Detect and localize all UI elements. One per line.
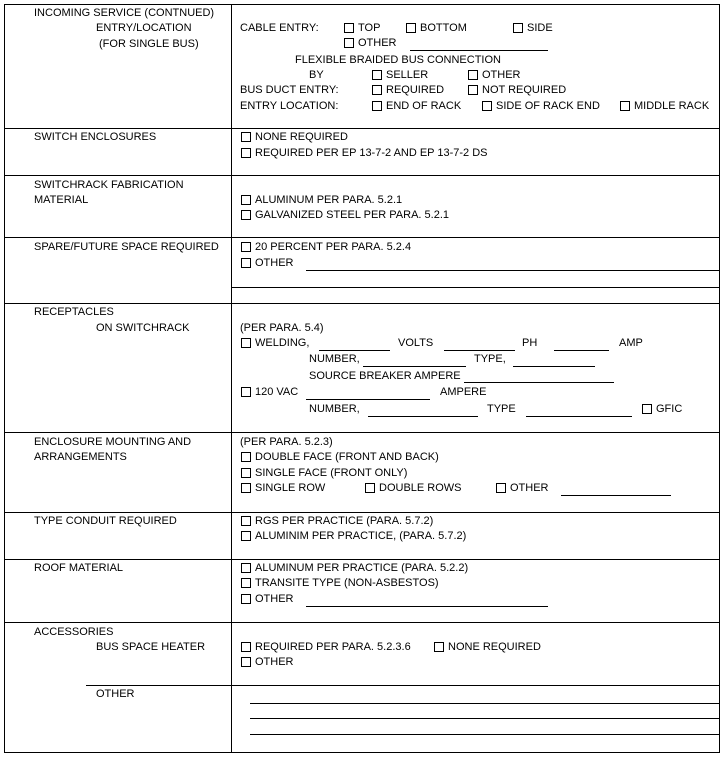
fabrication-label: SWITCHRACK FABRICATION <box>34 179 184 191</box>
receptacles-label: RECEPTACLES <box>34 306 114 318</box>
welding-number-label: NUMBER, <box>309 353 360 365</box>
row-line <box>4 128 720 129</box>
cable-entry-label: CABLE ENTRY: <box>240 22 319 34</box>
flex-label: FLEXIBLE BRAIDED BUS CONNECTION <box>295 54 501 66</box>
not-required-checkbox[interactable] <box>468 85 478 95</box>
side-rack-checkbox[interactable] <box>482 101 492 111</box>
row-line <box>4 432 720 433</box>
ampere-label: AMPERE <box>440 386 487 398</box>
heater-none-checkbox[interactable] <box>434 642 444 652</box>
seller-checkbox[interactable] <box>372 70 382 80</box>
amp-label: AMP <box>619 337 643 349</box>
aluminum-label: ALUMINUM PER PARA. 5.2.1 <box>255 194 403 206</box>
vac-field[interactable] <box>306 399 430 400</box>
vac-type-field[interactable] <box>526 416 632 417</box>
accessories-other-label: OTHER <box>96 688 135 700</box>
vac-number-field[interactable] <box>368 416 478 417</box>
bus-duct-label: BUS DUCT ENTRY: <box>240 84 339 96</box>
mounting-label: ENCLOSURE MOUNTING AND <box>34 436 192 448</box>
welding-checkbox[interactable] <box>241 338 251 348</box>
spare-other-checkbox[interactable] <box>241 258 251 268</box>
mounting-label: ARRANGEMENTS <box>34 451 127 463</box>
table-divider <box>231 4 232 753</box>
required-label: REQUIRED <box>386 84 445 96</box>
bottom-label: BOTTOM <box>420 22 467 34</box>
by-label: BY <box>309 69 324 81</box>
vac-checkbox[interactable] <box>241 387 251 397</box>
rgs-label: RGS PER PRACTICE (PARA. 5.7.2) <box>255 515 434 527</box>
accessories-other-field[interactable] <box>250 703 719 704</box>
receptacles-para: (PER PARA. 5.4) <box>240 322 324 334</box>
accessories-label: ACCESSORIES <box>34 626 114 638</box>
receptacles-label: ON SWITCHRACK <box>96 322 190 334</box>
roof-other-label: OTHER <box>255 593 294 605</box>
none-required-checkbox[interactable] <box>241 132 251 142</box>
top-label: TOP <box>358 22 381 34</box>
vac-label: 120 VAC <box>255 386 299 398</box>
transite-checkbox[interactable] <box>241 578 251 588</box>
cable-other-checkbox[interactable] <box>344 38 354 48</box>
single-row-label: SINGLE ROW <box>255 482 326 494</box>
gfic-label: GFIC <box>656 403 683 415</box>
ph-field[interactable] <box>554 350 609 351</box>
required-per-ep-checkbox[interactable] <box>241 148 251 158</box>
ph-label: PH <box>522 337 538 349</box>
vac-number-label: NUMBER, <box>309 403 360 415</box>
double-face-checkbox[interactable] <box>241 452 251 462</box>
row-line <box>231 287 720 288</box>
row-line <box>4 622 720 623</box>
heater-required-checkbox[interactable] <box>241 642 251 652</box>
row-line <box>4 237 720 238</box>
cable-other-label: OTHER <box>358 37 397 49</box>
spare-other-label: OTHER <box>255 257 294 269</box>
incoming-label: ENTRY/LOCATION <box>96 22 192 34</box>
heater-required-label: REQUIRED PER PARA. 5.2.3.6 <box>255 641 411 653</box>
twenty-percent-checkbox[interactable] <box>241 242 251 252</box>
vac-type-label: TYPE <box>487 403 516 415</box>
gfic-checkbox[interactable] <box>642 404 652 414</box>
aluminim-checkbox[interactable] <box>241 531 251 541</box>
mounting-other-label: OTHER <box>510 482 549 494</box>
end-rack-checkbox[interactable] <box>372 101 382 111</box>
cable-other-field[interactable] <box>410 50 548 51</box>
heater-other-label: OTHER <box>255 656 294 668</box>
aluminim-label: ALUMINIM PER PRACTICE, (PARA. 5.7.2) <box>255 530 467 542</box>
side-rack-label: SIDE OF RACK END <box>496 100 600 112</box>
single-face-checkbox[interactable] <box>241 468 251 478</box>
row-line <box>4 175 720 176</box>
welding-label: WELDING, <box>255 337 310 349</box>
double-rows-label: DOUBLE ROWS <box>379 482 462 494</box>
switch-enclosures-label: SWITCH ENCLOSURES <box>34 131 157 143</box>
top-checkbox[interactable] <box>344 23 354 33</box>
row-line <box>4 512 720 513</box>
row-line <box>4 752 720 753</box>
incoming-label: (FOR SINGLE BUS) <box>99 38 199 50</box>
heater-label: BUS SPACE HEATER <box>96 641 206 653</box>
roof-other-field[interactable] <box>306 606 548 607</box>
by-other-label: OTHER <box>482 69 521 81</box>
row-line <box>4 559 720 560</box>
welding-field[interactable] <box>319 350 390 351</box>
source-breaker-label: SOURCE BREAKER AMPERE <box>309 370 461 382</box>
row-line <box>86 685 720 686</box>
seller-label: SELLER <box>386 69 429 81</box>
end-rack-label: END OF RACK <box>386 100 462 112</box>
row-line <box>4 303 720 304</box>
roof-aluminum-label: ALUMINUM PER PRACTICE (PARA. 5.2.2) <box>255 562 469 574</box>
single-face-label: SINGLE FACE (FRONT ONLY) <box>255 467 408 479</box>
welding-type-label: TYPE, <box>474 353 506 365</box>
row-line <box>4 4 720 5</box>
bottom-checkbox[interactable] <box>406 23 416 33</box>
volts-field[interactable] <box>444 350 515 351</box>
galvanized-label: GALVANIZED STEEL PER PARA. 5.2.1 <box>255 209 449 221</box>
roof-aluminum-checkbox[interactable] <box>241 563 251 573</box>
conduit-label: TYPE CONDUIT REQUIRED <box>34 515 177 527</box>
required-checkbox[interactable] <box>372 85 382 95</box>
rgs-checkbox[interactable] <box>241 516 251 526</box>
twenty-percent-label: 20 PERCENT PER PARA. 5.2.4 <box>255 241 412 253</box>
not-required-label: NOT REQUIRED <box>482 84 567 96</box>
fabrication-label: MATERIAL <box>34 194 89 206</box>
source-breaker-field[interactable] <box>464 382 614 383</box>
heater-none-label: NONE REQUIRED <box>448 641 541 653</box>
volts-label: VOLTS <box>398 337 434 349</box>
welding-number-field[interactable] <box>363 366 466 367</box>
double-rows-checkbox[interactable] <box>365 483 375 493</box>
mounting-other-checkbox[interactable] <box>496 483 506 493</box>
middle-rack-label: MIDDLE RACK <box>634 100 710 112</box>
transite-label: TRANSITE TYPE (NON-ASBESTOS) <box>255 577 439 589</box>
aluminum-checkbox[interactable] <box>241 195 251 205</box>
spare-other-field[interactable] <box>306 270 720 271</box>
incoming-label: INCOMING SERVICE (CONTNUED) <box>34 7 215 19</box>
double-face-label: DOUBLE FACE (FRONT AND BACK) <box>255 451 439 463</box>
accessories-other-field[interactable] <box>250 734 719 735</box>
single-row-checkbox[interactable] <box>241 483 251 493</box>
galvanized-checkbox[interactable] <box>241 210 251 220</box>
table-right-border <box>719 4 720 753</box>
spare-space-label: SPARE/FUTURE SPACE REQUIRED <box>34 241 219 253</box>
middle-rack-checkbox[interactable] <box>620 101 630 111</box>
required-per-ep-label: REQUIRED PER EP 13-7-2 AND EP 13-7-2 DS <box>255 147 488 159</box>
heater-other-checkbox[interactable] <box>241 657 251 667</box>
side-checkbox[interactable] <box>513 23 523 33</box>
none-required-label: NONE REQUIRED <box>255 131 348 143</box>
by-other-checkbox[interactable] <box>468 70 478 80</box>
mounting-other-field[interactable] <box>561 495 671 496</box>
entry-location-label: ENTRY LOCATION: <box>240 100 339 112</box>
table-left-border <box>4 4 5 753</box>
roof-other-checkbox[interactable] <box>241 594 251 604</box>
mounting-para: (PER PARA. 5.2.3) <box>240 436 333 448</box>
side-label: SIDE <box>527 22 553 34</box>
accessories-other-field[interactable] <box>250 718 719 719</box>
roof-label: ROOF MATERIAL <box>34 562 124 574</box>
welding-type-field[interactable] <box>513 366 595 367</box>
